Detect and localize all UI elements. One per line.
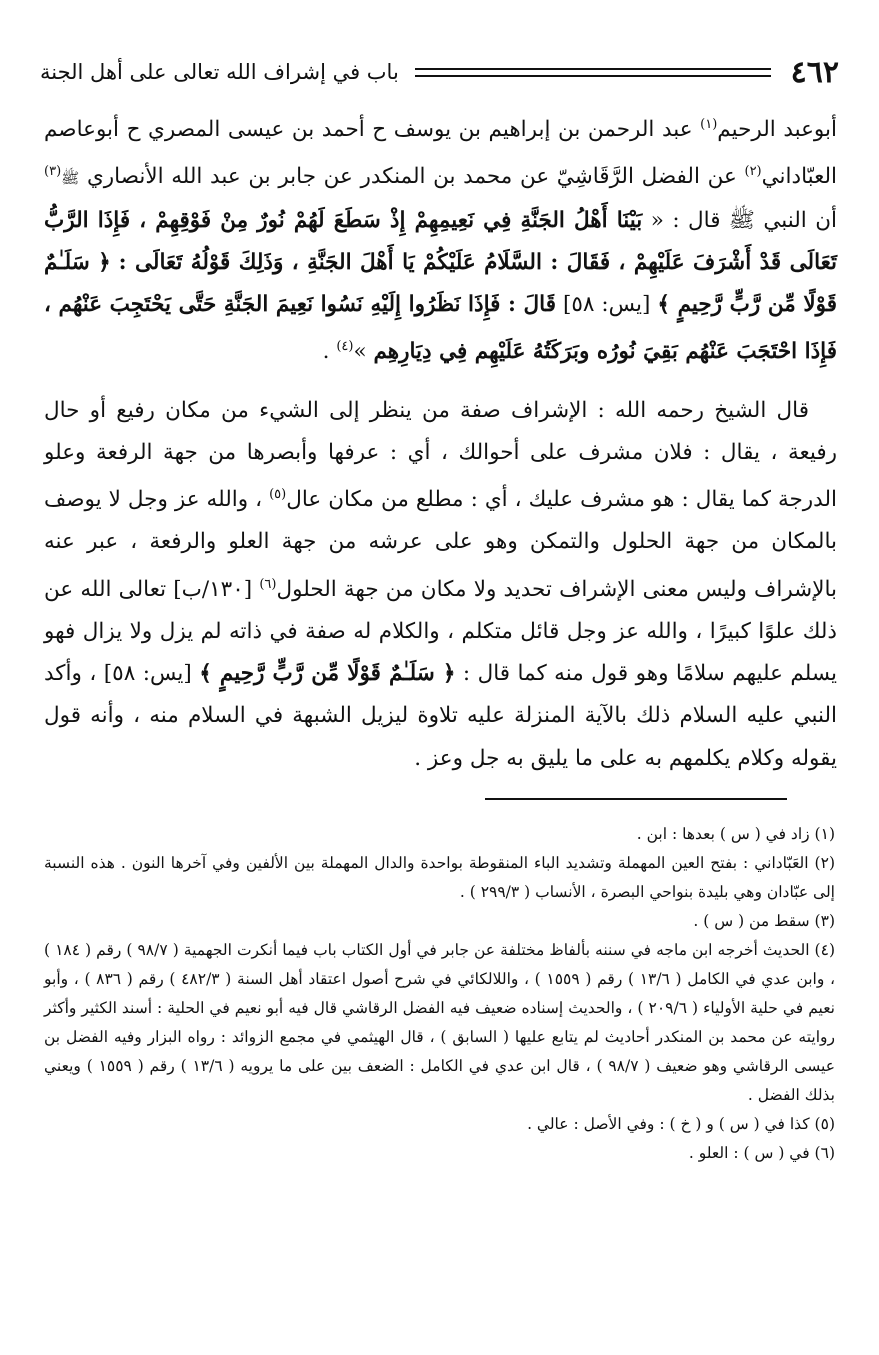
commentary-text: قال الشيخ رحمه الله : الإشراف صفة من ينظر إلى الشيء من مكان رفيع أو حال رفيعة ، يقال : فلان مشرف على أحوالك ، أي : عرفها وأبصرها من جهة الرفعة وعلو الدرجة كما يقال : هو مشرف عليك ، أي : مطلع من مكان عال [44,397,837,513]
footnote-5: (٥) كذا في ( س ) و ( خ ) : وفي الأصل : عالي . [527,1115,835,1133]
hadith-paragraph [44,104,837,374]
header-double-rule [415,68,771,77]
hadith-text: قَالَ : فَإِذَا نَظَرُوا إِلَيْهِ نَسُوا نَعِيمَ الجَنَّةِ حَتَّى يَحْتَجِبَ عَنْهُم ، فَإِذَا احْتَجَبَ عَنْهُم بَقِيَ نُورُه وبَرَكَتُهُ عَلَيْهِم فِي دِيَارِهِم [44,292,837,365]
footnotes [44,820,835,1168]
commentary-paragraph [44,390,837,780]
commentary-text: تعالى الله عن ذلك علوًا كبيرًا ، والله عز وجل قائل متكلم ، والكلام له صفة في ذاته لم يزل ولا يزال فهو يسلم عليهم سلامًا وهو قول منه كما قال : [44,576,837,687]
footnote-ref-3: (٣) [44,164,62,180]
verse-citation: [يس: ٥٨] [103,661,192,687]
footnote-1: (١) زاد في ( س ) بعدها : ابن . [636,825,835,843]
hadith-text: بَيْنَا أَهْلُ الجَنَّةِ فِي نَعِيمِهِمْ إِذْ سَطَعَ لَهُمْ نُورٌ مِنْ فَوْقِهِمْ ، فَإِذَا الرَّبُّ تَعَالَى قَدْ أَشْرَفَ عَلَيْهِمْ ، فَقَالَ : السَّلَامُ عَلَيْكُمْ يَا أَهْلَ الجَنَّةِ ، وَذَلِكَ قَوْلُهُ تَعَالَى : [44,207,837,275]
footnote-ref-5: (٥) [269,487,287,503]
quote-close: » [353,339,367,365]
main-text [44,104,837,780]
isnad-text: عن الفضل الرَّقَاشِيّ عن محمد بن المنكدر عن جابر بن عبد الله الأنصاري [86,164,737,190]
footnote-6: (٦) في ( س ) : العلو . [688,1144,835,1162]
commentary-text: ، والله عز وجل لا يوصف بالمكان من جهة الحلول والتمكن وهو على عرشه من جهة العلو والرفعة ، عبر عنه بالإشراف وليس معنى الإشراف تحديد ولا مكان من جهة الحلول [44,487,837,602]
page-number: ٤٦٢ [790,54,839,90]
footnote-ref-6: (٦) [259,576,277,592]
commentary-text: ، وأكد النبي عليه السلام ذلك بالآية المنزلة عليه تلاوة ليزيل الشبهة في السلام منه ، وأنه قول يقوله وكلام يكلمهم به على ما يليق به جل وعز . [44,661,837,771]
quran-verse: ﴿ سَلَـٰمٌ قَوْلًا مِّن رَّبٍّ رَّحِيمٍ ﴾ [199,661,456,687]
verse-citation: [يس: ٥٨] [562,292,651,318]
narrator-text: أبوعبد الرحيم [717,117,837,143]
footnote-4: (٤) الحديث أخرجه ابن ماجه في سننه بألفاظ مختلفة عن جابر في أول الكتاب باب فيما أنكرت الجهمية ( ٩٨/٧ ) رقم ( ١٨٤ ) ، وابن عدي في الكامل ( ١٣/٦ ) رقم ( ١٥٥٩ ) ، واللالكائي في شرح أصول اعتقاد أهل السنة ( ٤٨٢/٣ ) رقم ( ٨٣٦ ) ، وأبو نعيم في حلية الأولياء ( ٢٠٩/٦ ) ، والحديث إسناده ضعيف فيه الفضل الرقاشي قال فيه أبو نعيم في الحلية : أسند الكثير وأكثر روايته عن محمد بن المنكدر أحاديث لم يتابع عليها ( السابق ) ، قال الهيثمي في مجمع الزوائد : رواه البزار وفيه الفضل بن عيسى الرقاشي وهو ضعيف ( ٩٨/٧ ) ، قال ابن عدي في الكامل : الضعف بين على ما يرويه ( ١٣/٦ ) رقم ( ١٥٥٩ ) ويعني بذلك الفضل . [44,941,836,1104]
footnote-separator [485,798,787,800]
folio-marker: [١٣٠/ب] [173,576,253,602]
footnote-ref-2: (٢) [744,164,762,180]
footnote-ref-1: (١) [700,117,718,132]
running-title: باب في إشراف الله تعالى على أهل الجنة [40,60,399,84]
page-header [40,52,839,92]
footnote-2: (٢) العَبّاداني : بفتح العين المهملة وتشديد الباء المنقوطة بواحدة والدال المهملة بين الألفين وفي آخرها النون . هذه النسبة إلى عبّادان وهي بليدة بنواحي البصرة ، الأنساب ( ٢٩٩/٣ ) . [44,854,835,901]
footnote-ref-4: (٤) [336,339,354,355]
period: . [322,339,330,365]
honorific-glyph: ﷺ [61,169,80,188]
footnote-3: (٣) سقط من ( س ) . [693,912,835,930]
isnad-text: عبد الرحمن بن إبراهيم بن يوسف ح أحمد بن عيسى المصري ح أبوعاصم العبّاداني [44,117,838,190]
prophet-said-text: أن النبي ﷺ قال : « [650,207,837,233]
quran-verse: ﴿ سَلَـٰمٌ قَوْلًا مِّن رَّبٍّ رَّحِيمٍ ﴾ [44,249,837,318]
